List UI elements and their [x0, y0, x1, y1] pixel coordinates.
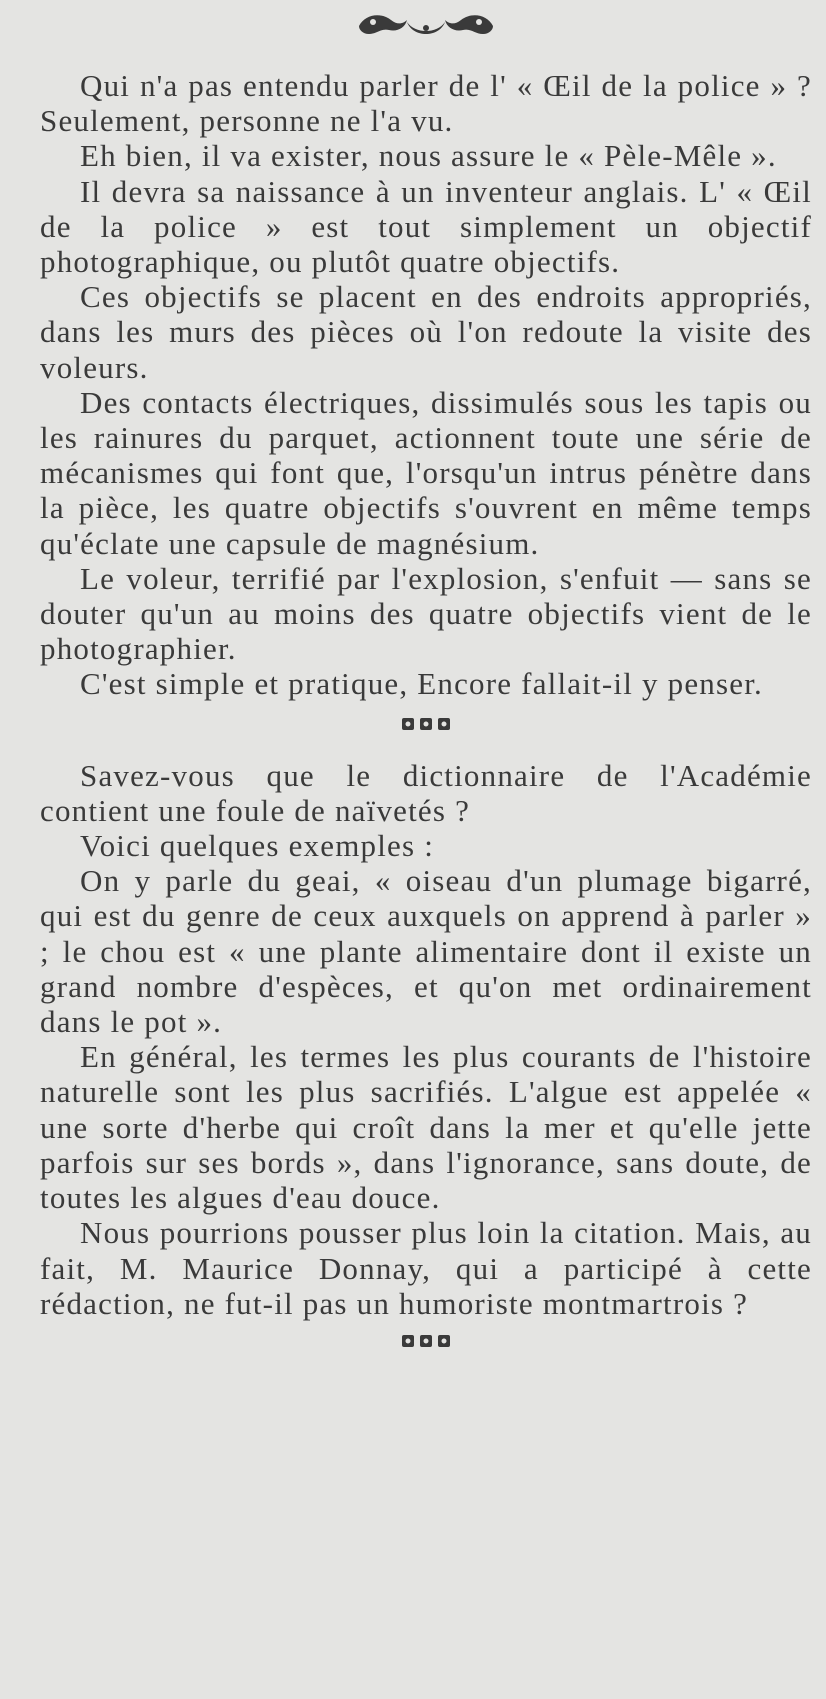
paragraph: Le voleur, terrifié par l'explosion, s'enfuit — sans se douter qu'un au moins des quatre objectifs vient de le photographier. — [40, 560, 812, 667]
paragraph: Il devra sa naissance à un inventeur anglais. L' « Œil de la police » est tout simplement un objectif photographique, ou plutôt quatre objectifs. — [40, 173, 812, 280]
section-separator-bottom — [40, 1325, 812, 1353]
paragraph: Nous pourrions pousser plus loin la citation. Mais, au fait, M. Maurice Donnay, qui a participé à cette rédaction, ne fut-il pas un humoriste montmartrois ? — [40, 1215, 812, 1321]
floral-vignette-icon — [351, 8, 501, 44]
section-academie-dictionary — [40, 758, 812, 1321]
asterism-ornament-icon — [396, 712, 456, 736]
asterism-ornament-icon — [396, 1329, 456, 1353]
article-column — [40, 68, 812, 1353]
paragraph: Voici quelques exemples : — [80, 828, 435, 864]
paragraph: En général, les termes les plus courants de l'histoire naturelle sont les plus sacrifiés. L'algue est appelée « une sorte d'herbe qui croît dans la mer et qu'elle jette parfois sur ses bords », dans l'ignorance, sans doute, de toutes les algues d'eau douce. — [40, 1039, 812, 1216]
paragraph: Eh bien, il va exister, nous assure le « Pèle-Mêle ». — [80, 138, 777, 174]
paragraph: C'est simple et pratique, Encore fallait-il y penser. — [80, 666, 763, 702]
section-separator — [40, 708, 812, 744]
paragraph: On y parle du geai, « oiseau d'un plumage bigarré, qui est du genre de ceux auxquels on apprend à parler » ; le chou est « une plante alimentaire dont il existe un grand nombre d'espèces, et qu'on met ordinairement dans le pot ». — [40, 863, 812, 1040]
paragraph: Qui n'a pas entendu parler de l' « Œil de la police » ? Seulement, personne ne l'a vu. — [40, 68, 812, 139]
paragraph: Savez-vous que le dictionnaire de l'Académie contient une foule de naïvetés ? — [40, 757, 812, 828]
paragraph: Des contacts électriques, dissimulés sous les tapis ou les rainures du parquet, actionnent toute une série de mécanismes qui font que, l'orsqu'un intrus pénètre dans la pièce, les quatre objectifs s'ouvrent en même temps qu'éclate une capsule de magnésium. — [40, 384, 812, 561]
paragraph: Ces objectifs se placent en des endroits appropriés, dans les murs des pièces où l'on redoute la visite des voleurs. — [40, 279, 812, 385]
section-police-eye — [40, 68, 812, 702]
